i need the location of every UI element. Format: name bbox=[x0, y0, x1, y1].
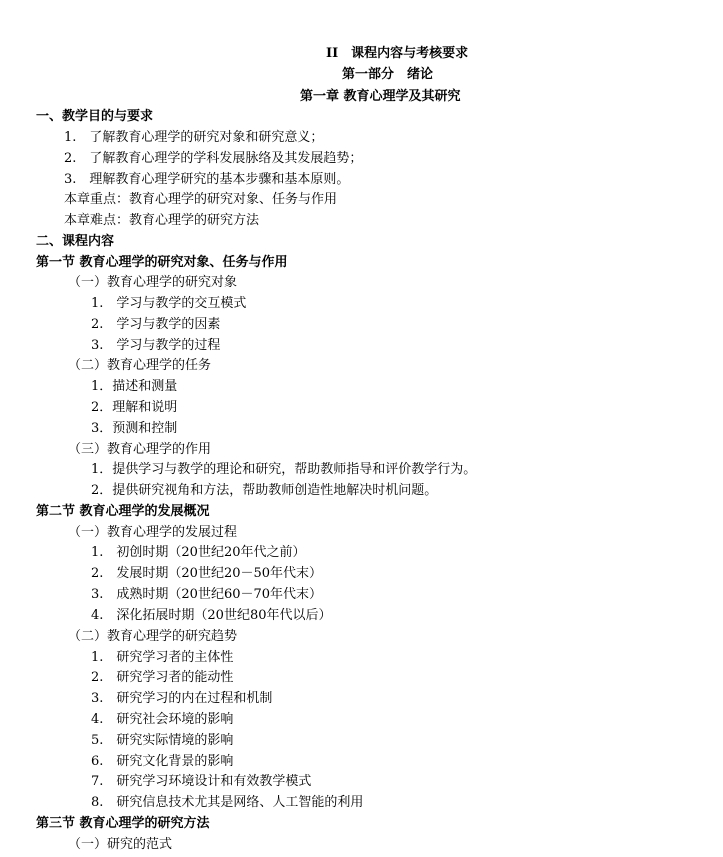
part-title: 第一部分 绪论 bbox=[342, 67, 434, 82]
subsection-heading: （二）教育心理学的研究趋势 bbox=[68, 629, 238, 644]
objective-item: 2. 了解教育心理学的学科发展脉络及其发展趋势； bbox=[64, 151, 363, 166]
content-heading: 二、课程内容 bbox=[36, 234, 115, 249]
list-item: 2．理解和说明 bbox=[91, 400, 178, 415]
difficult-points: 本章难点：教育心理学的研究方法 bbox=[64, 213, 260, 228]
section-heading: 第三节 教育心理学的研究方法 bbox=[36, 816, 210, 831]
list-item: 3. 研究学习的内在过程和机制 bbox=[91, 691, 273, 706]
section-heading: 第二节 教育心理学的发展概况 bbox=[36, 504, 210, 519]
subsection-heading: （三）教育心理学的作用 bbox=[68, 442, 212, 457]
objective-item: 3. 理解教育心理学研究的基本步骤和基本原则。 bbox=[64, 172, 350, 187]
list-item: 2．提供研究视角和方法，帮助教师创造性地解决时机问题。 bbox=[91, 483, 438, 498]
list-item: 3．预测和控制 bbox=[91, 421, 178, 436]
list-item: 2. 研究学习者的能动性 bbox=[91, 670, 234, 685]
list-item: 2. 学习与教学的因素 bbox=[91, 317, 221, 332]
list-item: 8. 研究信息技术尤其是网络、人工智能的利用 bbox=[91, 795, 364, 810]
list-item: 2. 发展时期（20世纪20－50年代末） bbox=[91, 566, 323, 581]
list-item: 1. 初创时期（20世纪20年代之前） bbox=[91, 545, 306, 560]
list-item: 5. 研究实际情境的影响 bbox=[91, 733, 234, 748]
subsection-heading: （一）研究的范式 bbox=[68, 837, 173, 852]
key-points: 本章重点：教育心理学的研究对象、任务与作用 bbox=[64, 192, 338, 207]
list-item: 1．提供学习与教学的理论和研究，帮助教师指导和评价教学行为。 bbox=[91, 462, 477, 477]
list-item: 4. 研究社会环境的影响 bbox=[91, 712, 234, 727]
objective-item: 1. 了解教育心理学的研究对象和研究意义； bbox=[64, 130, 324, 145]
subsection-heading: （一）教育心理学的研究对象 bbox=[68, 275, 238, 290]
list-item: 4. 深化拓展时期（20世纪80年代以后） bbox=[91, 608, 332, 623]
list-item: 6. 研究文化背景的影响 bbox=[91, 754, 234, 769]
section-title: II 课程内容与考核要求 bbox=[326, 46, 469, 61]
subsection-heading: （二）教育心理学的任务 bbox=[68, 358, 212, 373]
list-item: 7. 研究学习环境设计和有效教学模式 bbox=[91, 774, 312, 789]
chapter-title: 第一章 教育心理学及其研究 bbox=[300, 89, 461, 104]
list-item: 1. 研究学习者的主体性 bbox=[91, 650, 234, 665]
list-item: 3. 成熟时期（20世纪60－70年代末） bbox=[91, 587, 323, 602]
subsection-heading: （一）教育心理学的发展过程 bbox=[68, 525, 238, 540]
list-item: 1. 学习与教学的交互模式 bbox=[91, 296, 247, 311]
list-item: 1．描述和测量 bbox=[91, 379, 178, 394]
objectives-heading: 一、教学目的与要求 bbox=[36, 109, 154, 124]
section-heading: 第一节 教育心理学的研究对象、任务与作用 bbox=[36, 255, 288, 270]
list-item: 3. 学习与教学的过程 bbox=[91, 338, 221, 353]
